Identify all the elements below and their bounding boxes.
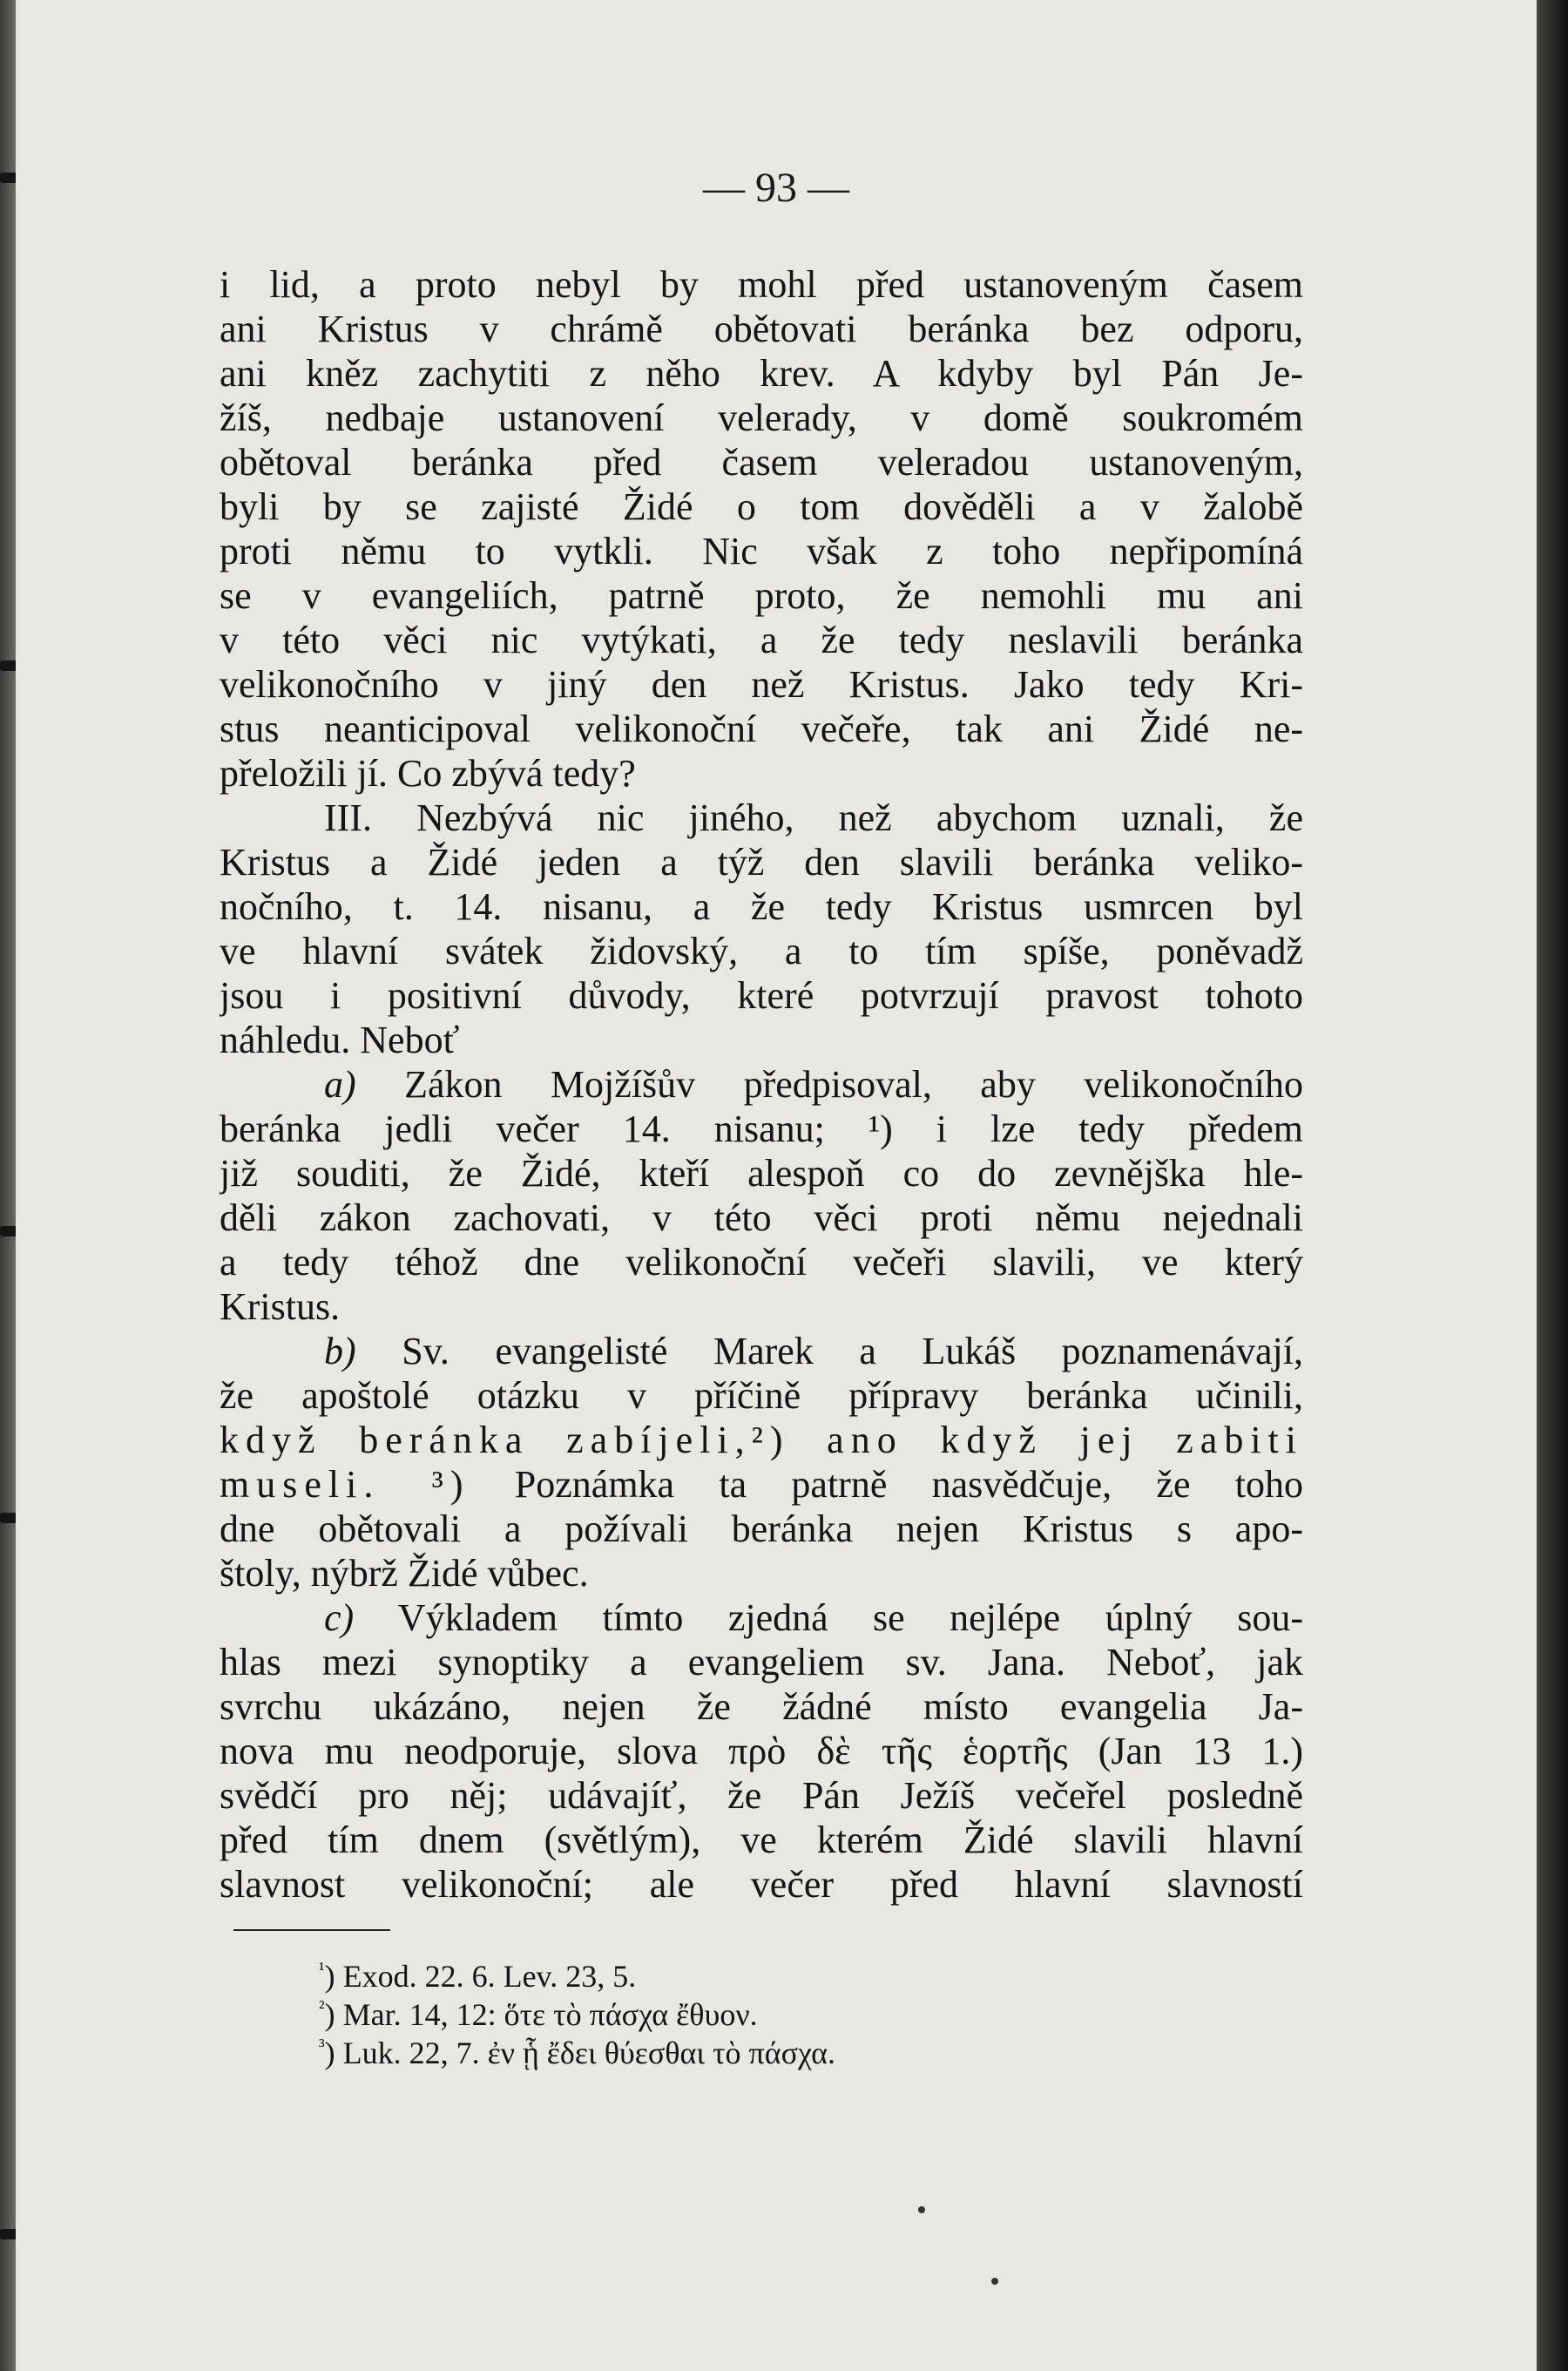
footnote-mark: ² bbox=[319, 1996, 325, 2018]
text-line: ani kněz zachytiti z něho krev. A kdyby byl Pán Je- bbox=[220, 352, 1303, 395]
body-text bbox=[220, 262, 1303, 1907]
text-fragment: museli. ³) bbox=[220, 1463, 470, 1506]
footnote-text: ) Mar. 14, 12: ὅτε τὸ πάσχα ἔθυον. bbox=[324, 1997, 758, 2032]
paragraph bbox=[220, 262, 1303, 796]
item-label: a) bbox=[324, 1063, 356, 1106]
footnote bbox=[319, 1950, 1190, 1994]
text-fragment: Poznámka ta patrně nasvědčuje, že toho bbox=[470, 1463, 1303, 1506]
text-line: slavnost velikonoční; ale večer před hlavní slavností bbox=[220, 1863, 1303, 1906]
footnote-text: ) Exod. 22. 6. Lev. 23, 5. bbox=[324, 1959, 637, 1994]
footnotes bbox=[319, 1950, 1190, 2070]
text-line: beránka jedli večer 14. nisanu; ¹) i lze tedy předem bbox=[220, 1108, 1303, 1150]
text-line bbox=[220, 1329, 1303, 1373]
paragraph bbox=[220, 1595, 1303, 1907]
text-line: nova mu neodporuje, slova πρὸ δὲ τῆς ἑορτῆς (Jan 13 1.) bbox=[220, 1730, 1303, 1772]
text-line: dne obětovali a požívali beránka nejen Kristus s apo- bbox=[220, 1507, 1303, 1550]
text-line bbox=[220, 1595, 1303, 1640]
footnote-mark: ¹ bbox=[319, 1958, 325, 1980]
item-label: b) bbox=[324, 1330, 356, 1372]
page-number: — 93 — bbox=[703, 165, 849, 211]
text-line: Kristus. bbox=[220, 1285, 341, 1328]
text-fragment: Zákon Mojžíšův předpisoval, aby velikonočního bbox=[355, 1063, 1303, 1106]
text-line: jsou i positivní důvody, které potvrzují pravost tohoto bbox=[220, 974, 1303, 1017]
text-line: III. Nezbývá nic jiného, než abychom uznali, že bbox=[324, 796, 1303, 839]
text-line: náhledu. Neboť bbox=[220, 1019, 460, 1061]
paragraph bbox=[220, 796, 1303, 1062]
text-line: před tím dnem (světlým), ve kterém Židé slavili hlavní bbox=[220, 1819, 1303, 1861]
text-line: ve hlavní svátek židovský, a to tím spíše, poněvadž bbox=[220, 930, 1303, 972]
text-line bbox=[220, 1462, 1303, 1507]
footnote-rule bbox=[233, 1929, 390, 1931]
footnote bbox=[319, 2027, 1190, 2070]
paper-speck bbox=[991, 2278, 998, 2285]
text-line: ani Kristus v chrámě obětovati beránka bez odporu, bbox=[220, 308, 1303, 350]
text-line: Kristus a Židé jeden a týž den slavili beránka veliko- bbox=[220, 841, 1303, 884]
paper-speck bbox=[918, 2206, 925, 2213]
right-page-edge bbox=[1537, 0, 1568, 2371]
text-line: i lid, a proto nebyl by mohl před ustanoveným časem bbox=[220, 263, 1303, 306]
text-line: a tedy téhož dne velikonoční večeři slavili, ve který bbox=[220, 1241, 1303, 1284]
paragraph bbox=[220, 1062, 1303, 1329]
text-line: velikonočního v jiný den než Kristus. Jako tedy Kri- bbox=[220, 663, 1303, 706]
item-label: c) bbox=[324, 1596, 355, 1639]
text-line: proti němu to vytkli. Nic však z toho nepřipomíná bbox=[220, 530, 1303, 572]
text-line: již souditi, že Židé, kteří alespoň co do zevnějška hle- bbox=[220, 1152, 1303, 1195]
text-line: byli by se zajisté Židé o tom dověděli a v žalobě bbox=[220, 485, 1303, 528]
text-line: že apoštolé otázku v příčině přípravy beránka učinili, bbox=[220, 1374, 1303, 1417]
book-page bbox=[16, 0, 1537, 2371]
text-line: děli zákon zachovati, v této věci proti němu nejednali bbox=[220, 1196, 1303, 1239]
text-line bbox=[220, 1062, 1303, 1107]
footnote-text: ) Luk. 22, 7. ἐν ᾗ ἔδει θύεσθαι τὸ πάσχα. bbox=[324, 2036, 836, 2070]
footnote-mark: ³ bbox=[319, 2035, 325, 2056]
footnote bbox=[319, 1988, 1190, 2032]
text-fragment: Výkladem tímto zjedná se nejlépe úplný sou- bbox=[354, 1596, 1303, 1639]
text-fragment: Sv. evangelisté Marek a Lukáš poznamenávají, bbox=[355, 1330, 1303, 1372]
text-line: přeložili jí. Co zbývá tedy? bbox=[220, 752, 636, 795]
left-page-edge bbox=[0, 0, 16, 2371]
text-line: nočního, t. 14. nisanu, a že tedy Kristus usmrcen byl bbox=[220, 885, 1303, 928]
text-line: když beránka zabíjeli,²) ano když jej zabiti bbox=[220, 1419, 1303, 1461]
text-line: svrchu ukázáno, nejen že žádné místo evangelia Ja- bbox=[220, 1685, 1303, 1728]
text-line: stus neanticipoval velikonoční večeře, tak ani Židé ne- bbox=[220, 708, 1303, 750]
text-line: hlas mezi synoptiky a evangeliem sv. Jana. Neboť, jak bbox=[220, 1641, 1303, 1683]
text-line: štoly, nýbrž Židé vůbec. bbox=[220, 1552, 589, 1595]
paragraph bbox=[220, 1329, 1303, 1595]
text-line: svědčí pro něj; udávajíť, že Pán Ježíš večeřel posledně bbox=[220, 1774, 1303, 1817]
text-line: se v evangeliích, patrně proto, že nemohli mu ani bbox=[220, 574, 1303, 617]
text-line: v této věci nic vytýkati, a že tedy neslavili beránka bbox=[220, 619, 1303, 661]
text-line: žíš, nedbaje ustanovení velerady, v domě soukromém bbox=[220, 396, 1303, 439]
text-line: obětoval beránka před časem veleradou ustanoveným, bbox=[220, 441, 1303, 484]
